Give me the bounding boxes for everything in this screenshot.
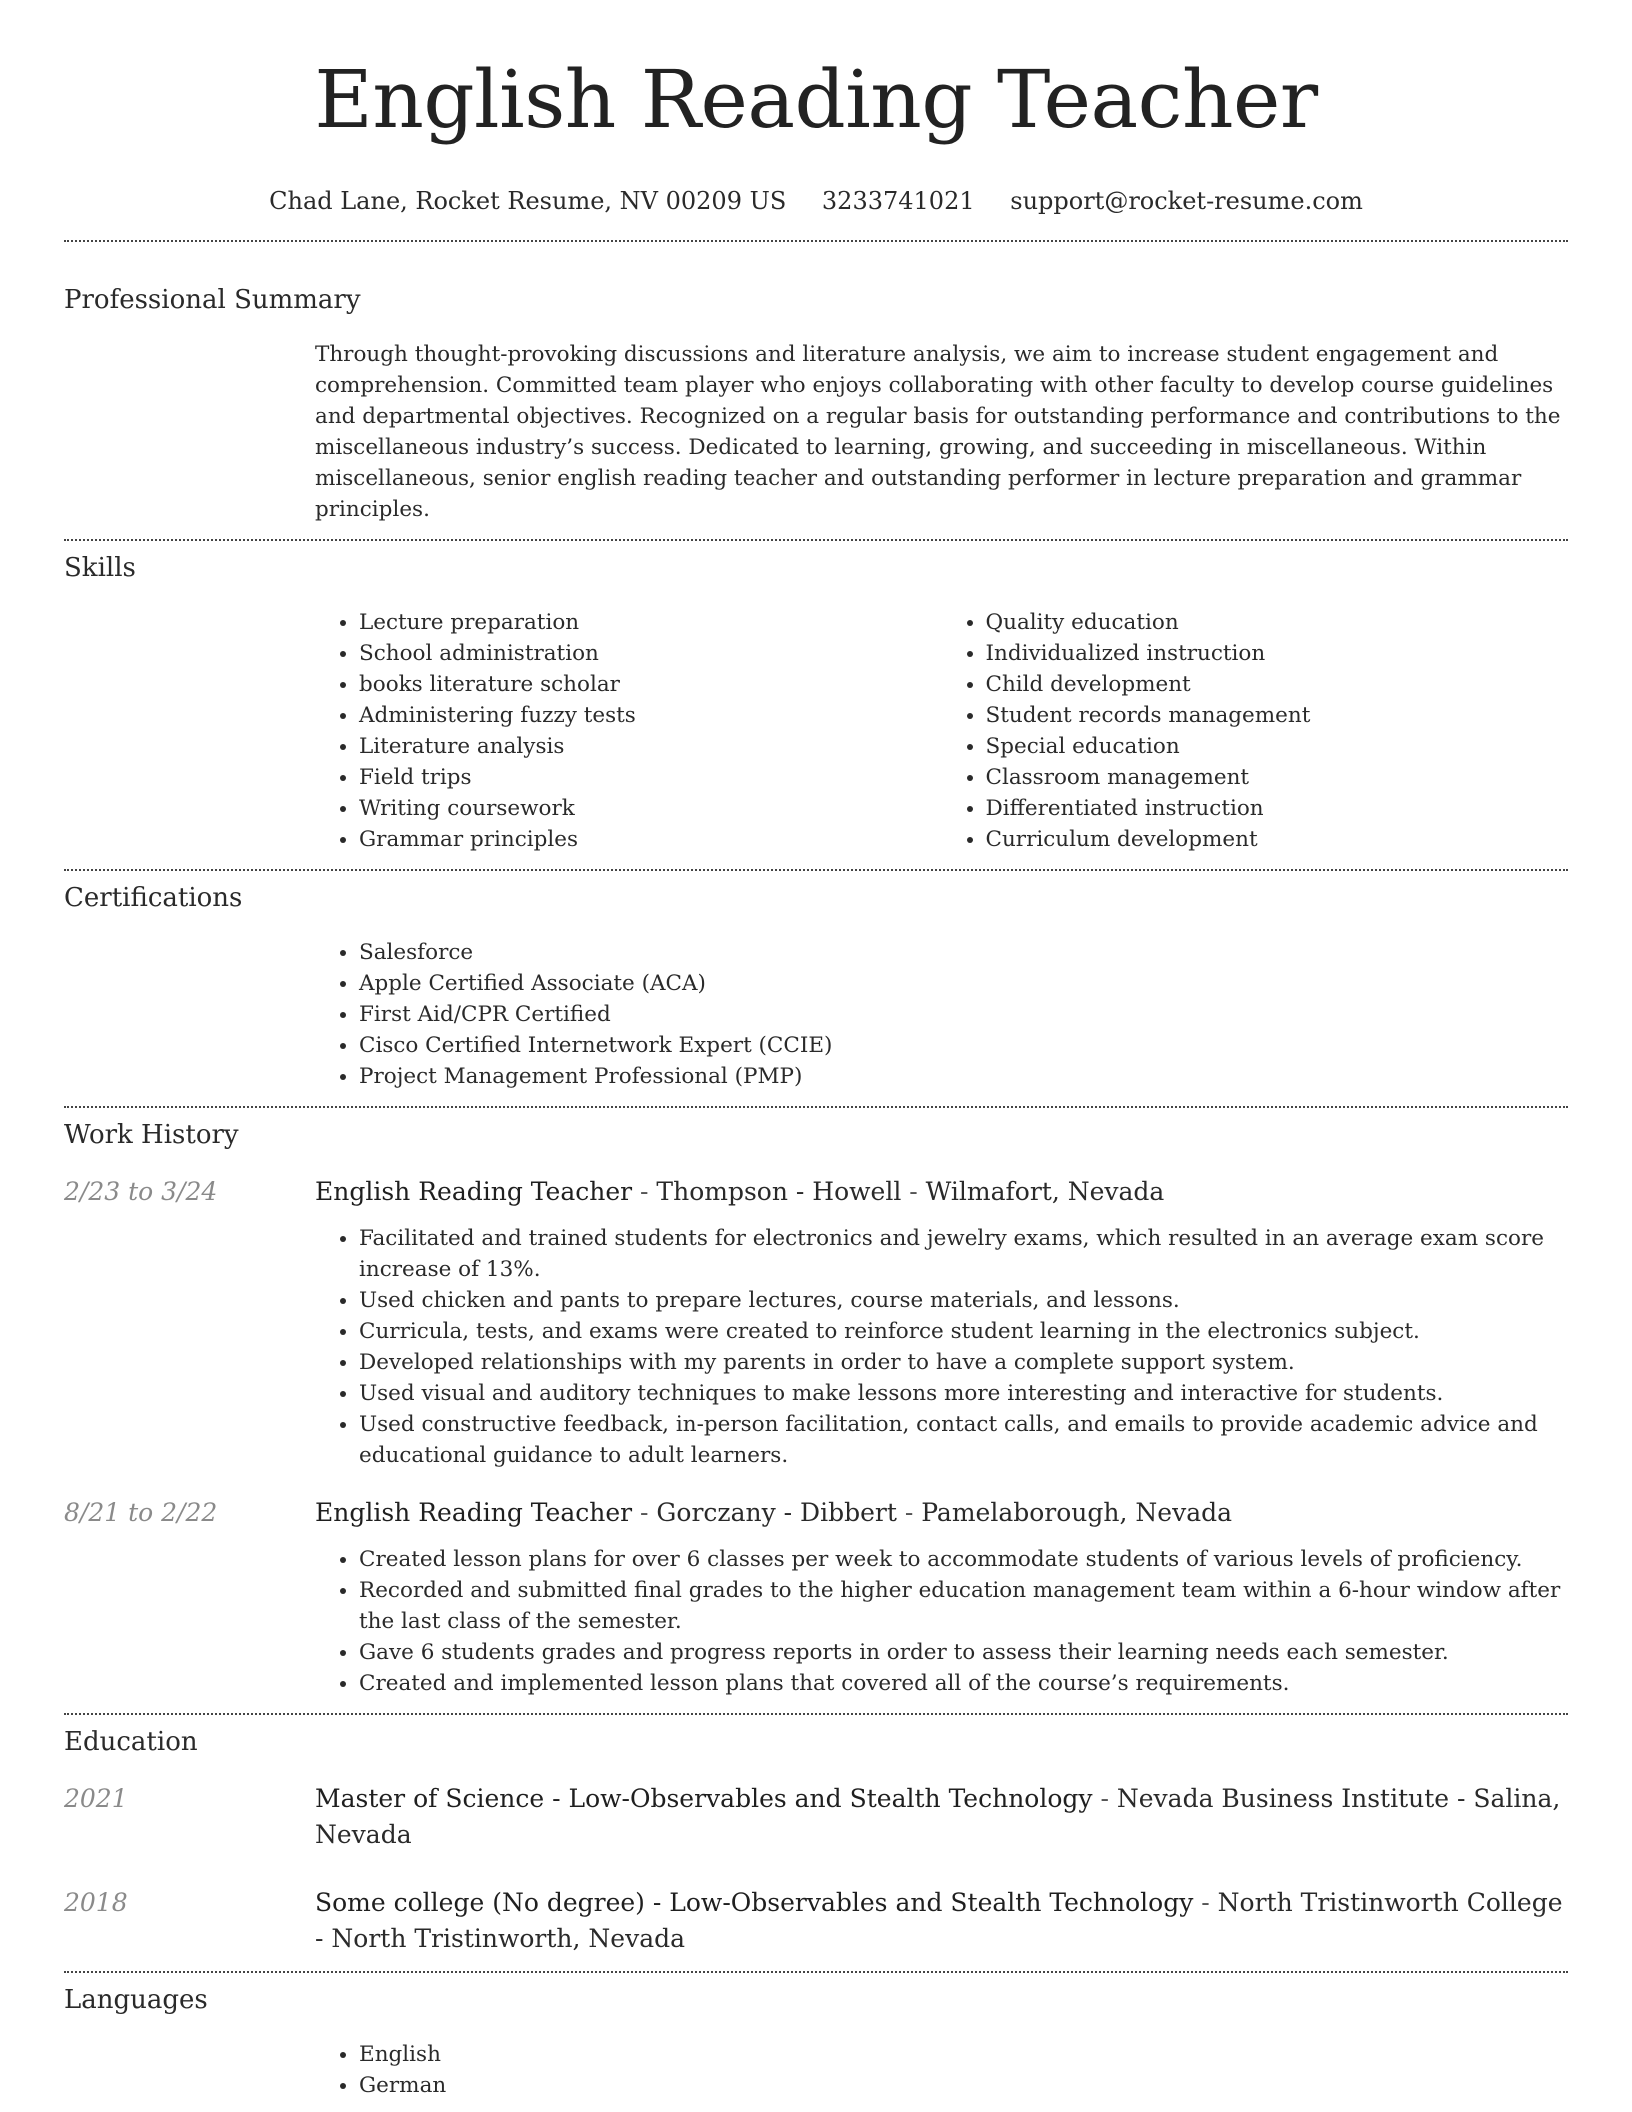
education-year: 2021 bbox=[64, 1784, 128, 1813]
work-history-section bbox=[64, 1119, 1568, 1699]
job-bullet: • Used chicken and pants to prepare lectures, course materials, and lessons. bbox=[359, 1285, 1568, 1316]
summary-section bbox=[64, 284, 1568, 525]
section-divider bbox=[64, 1713, 1568, 1715]
skills-section bbox=[64, 552, 1568, 855]
job-heading bbox=[315, 1495, 1568, 1531]
skill-item: • Grammar principles bbox=[359, 824, 942, 855]
certification-item: • Apple Certified Associate (ACA) bbox=[359, 968, 1568, 999]
skill-item: • Differentiated instruction bbox=[986, 793, 1569, 824]
skill-item: • Literature analysis bbox=[359, 731, 942, 762]
section-divider bbox=[64, 1971, 1568, 1973]
job-entry bbox=[64, 1495, 1568, 1699]
job-entry bbox=[64, 1174, 1568, 1471]
summary-text: Through thought-provoking discussions and literature analysis, we aim to increase student engagement and comprehension. Committed team player who enjoys collaborating with other faculty to develop course guidelines and departmental objectives. Recognized on a regular basis for outstanding performance and contributions to the miscellaneous industry’s success. Dedicated to learning, growing, and succeeding in miscellaneous. Within miscellaneous, senior english reading teacher and outstanding performer in lecture preparation and grammar principles. bbox=[315, 342, 1561, 522]
resume-title: English Reading Teacher bbox=[314, 53, 1318, 146]
job-title: English Reading Teacher bbox=[315, 1498, 633, 1527]
job-bullet: • Curricula, tests, and exams were created to reinforce student learning in the electronics subject. bbox=[359, 1316, 1568, 1347]
job-location: Pamelaborough, Nevada bbox=[921, 1498, 1233, 1527]
job-bullet: • Created and implemented lesson plans that covered all of the course’s requirements. bbox=[359, 1668, 1568, 1699]
section-divider bbox=[64, 240, 1568, 242]
education-year: 2018 bbox=[64, 1888, 128, 1917]
languages-body bbox=[315, 2039, 1568, 2101]
languages-section bbox=[64, 1984, 1568, 2101]
job-location: Wilmafort, Nevada bbox=[925, 1177, 1165, 1206]
skills-columns bbox=[315, 607, 1568, 855]
skill-item: • Quality education bbox=[986, 607, 1569, 638]
skills-heading: Skills bbox=[64, 553, 136, 583]
job-bullet: • Used visual and auditory techniques to make lessons more interesting and interactive for students. bbox=[359, 1378, 1568, 1409]
certifications-heading: Certifications bbox=[64, 883, 243, 913]
work-history-heading: Work History bbox=[64, 1120, 239, 1150]
section-divider bbox=[64, 1106, 1568, 1108]
section-divider bbox=[64, 539, 1568, 541]
certifications-list bbox=[315, 937, 1568, 1092]
certifications-section bbox=[64, 882, 1568, 1092]
section-divider bbox=[64, 869, 1568, 871]
skills-list-left bbox=[315, 607, 942, 855]
job-separator: - bbox=[896, 1498, 922, 1527]
job-separator: - bbox=[632, 1177, 657, 1206]
job-content bbox=[315, 1495, 1568, 1699]
certification-item: • Cisco Certified Internetwork Expert (CCIE) bbox=[359, 1030, 1568, 1061]
job-title: English Reading Teacher bbox=[315, 1177, 633, 1206]
job-bullet: • Facilitated and trained students for electronics and jewelry exams, which resulted in an average exam score increase of 13%. bbox=[359, 1223, 1568, 1285]
contact-address: Chad Lane, Rocket Resume, NV 00209 US bbox=[269, 187, 787, 215]
certification-item: • Salesforce bbox=[359, 937, 1568, 968]
education-school: North Tristinworth College - North Tristinworth, Nevada bbox=[315, 1888, 1563, 1953]
skill-item: • Lecture preparation bbox=[359, 607, 942, 638]
skill-item: • Curriculum development bbox=[986, 824, 1569, 855]
job-bullet: • Used constructive feedback, in-person facilitation, contact calls, and emails to provide academic advice and educational guidance to adult learners. bbox=[359, 1409, 1568, 1471]
job-heading bbox=[315, 1174, 1568, 1210]
job-bullets bbox=[315, 1544, 1568, 1699]
skill-item: • Field trips bbox=[359, 762, 942, 793]
certification-item: • First Aid/CPR Certified bbox=[359, 999, 1568, 1030]
education-entry bbox=[64, 1781, 1568, 1853]
education-degree: Some college (No degree) - Low-Observables and Stealth Technology bbox=[315, 1888, 1194, 1917]
skill-item: • Student records management bbox=[986, 700, 1569, 731]
contact-phone: 3233741021 bbox=[821, 187, 975, 215]
education-heading-line bbox=[315, 1781, 1568, 1853]
job-content bbox=[315, 1174, 1568, 1471]
skill-item: • Child development bbox=[986, 669, 1569, 700]
job-dates: 8/21 to 2/22 bbox=[64, 1498, 218, 1527]
skill-item: • Classroom management bbox=[986, 762, 1569, 793]
education-section bbox=[64, 1726, 1568, 1957]
skill-item: • School administration bbox=[359, 638, 942, 669]
summary-heading: Professional Summary bbox=[64, 285, 361, 315]
education-separator: - bbox=[1092, 1784, 1117, 1813]
job-separator: - bbox=[901, 1177, 926, 1206]
job-dates: 2/23 to 3/24 bbox=[64, 1177, 218, 1206]
job-company: Gorczany - Dibbert bbox=[656, 1498, 897, 1527]
certifications-body bbox=[315, 937, 1568, 1092]
language-item: • English bbox=[359, 2039, 1568, 2070]
skill-item: • Special education bbox=[986, 731, 1569, 762]
job-bullets bbox=[315, 1223, 1568, 1471]
education-separator: - bbox=[1193, 1888, 1218, 1917]
contact-email: support@rocket-resume.com bbox=[1010, 187, 1363, 215]
job-bullet: • Developed relationships with my parents in order to have a complete support system. bbox=[359, 1347, 1568, 1378]
skills-list-right bbox=[942, 607, 1569, 855]
certification-item: • Project Management Professional (PMP) bbox=[359, 1061, 1568, 1092]
contact-line bbox=[64, 186, 1568, 216]
job-bullet: • Recorded and submitted final grades to the higher education management team within a 6-hour window after the last class of the semester. bbox=[359, 1575, 1568, 1637]
job-company: Thompson - Howell bbox=[656, 1177, 902, 1206]
skill-item: • books literature scholar bbox=[359, 669, 942, 700]
education-degree: Master of Science - Low-Observables and Stealth Technology bbox=[315, 1784, 1093, 1813]
education-school: Nevada Business Institute - Salina, Nevada bbox=[315, 1784, 1561, 1849]
languages-heading: Languages bbox=[64, 1985, 208, 2015]
skill-item: • Administering fuzzy tests bbox=[359, 700, 942, 731]
languages-list bbox=[315, 2039, 1568, 2101]
skill-item: • Individualized instruction bbox=[986, 638, 1569, 669]
education-heading: Education bbox=[64, 1727, 198, 1757]
skill-item: • Writing coursework bbox=[359, 793, 942, 824]
language-item: • German bbox=[359, 2070, 1568, 2101]
resume-page bbox=[64, 0, 1568, 2101]
education-heading-line bbox=[315, 1885, 1568, 1957]
job-bullet: • Created lesson plans for over 6 classes per week to accommodate students of various levels of proficiency. bbox=[359, 1544, 1568, 1575]
job-bullet: • Gave 6 students grades and progress reports in order to assess their learning needs each semester. bbox=[359, 1637, 1568, 1668]
job-separator: - bbox=[632, 1498, 657, 1527]
education-entry bbox=[64, 1885, 1568, 1957]
